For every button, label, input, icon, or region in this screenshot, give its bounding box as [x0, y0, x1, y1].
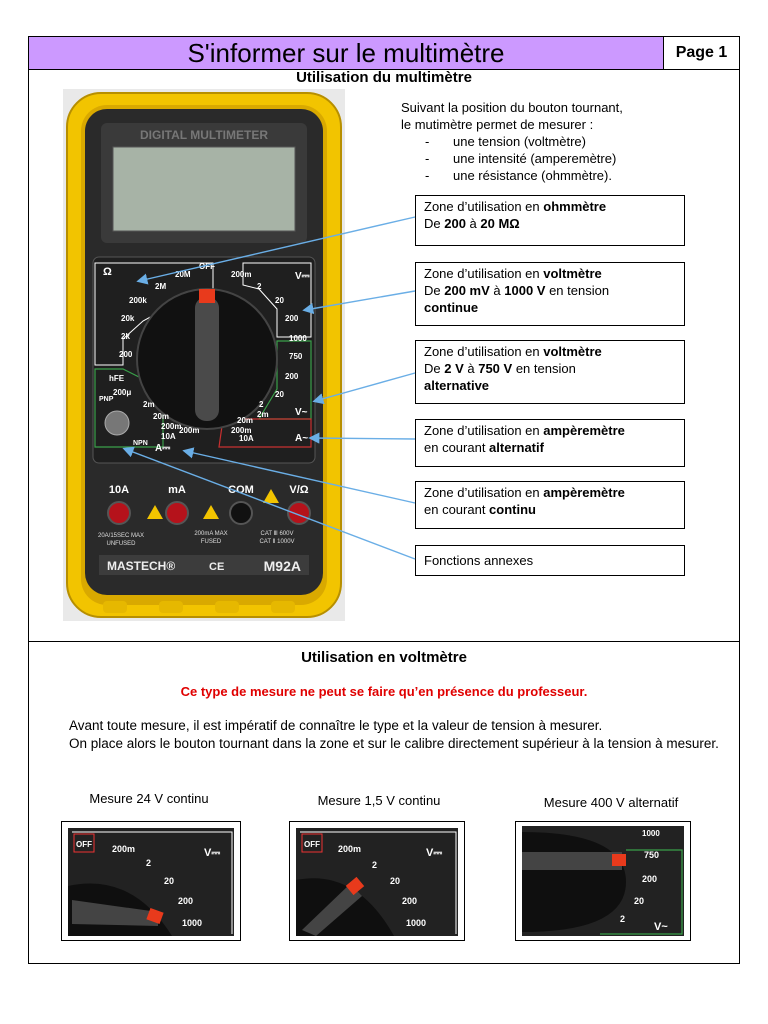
- vac-symbol: V~: [654, 921, 668, 933]
- terminal-com[interactable]: [230, 502, 252, 524]
- fuse-note: FUSED: [200, 539, 222, 545]
- range-label: 200k: [129, 296, 147, 305]
- section-divider: [29, 641, 739, 642]
- example-dial-1-5v-dc: [289, 821, 465, 941]
- brand-label: MASTECH®: [107, 559, 176, 573]
- range-label: 2k: [121, 332, 130, 341]
- zone-box-ammeter-dc: [415, 481, 685, 529]
- terminal-label-com: COM: [228, 484, 254, 496]
- range-label: 2: [257, 282, 262, 291]
- zone-box-ammeter-ac: [415, 419, 685, 467]
- fuse-note: UNFUSED: [106, 541, 136, 547]
- zone-mode: ohmmètre: [543, 199, 607, 214]
- range-label: 2: [146, 858, 152, 868]
- zone-box-ohmmeter: [415, 195, 685, 246]
- range-label: 1000: [182, 918, 203, 928]
- section-title-usage: Utilisation du multimètre: [296, 69, 472, 86]
- zone-value: 200: [444, 216, 466, 231]
- intro-text: [401, 99, 623, 184]
- zone-value: 20 MΩ: [480, 216, 520, 231]
- terminal-v-ohm[interactable]: [288, 502, 310, 524]
- hfe-socket[interactable]: [105, 411, 129, 435]
- range-label: 20M: [175, 270, 191, 279]
- terminal-label-v-ohm: V/Ω: [289, 484, 309, 496]
- display-brand-text: DIGITAL MULTIMETER: [140, 128, 268, 142]
- range-label: 20m: [237, 416, 254, 425]
- range-label: 20: [634, 896, 645, 906]
- paragraph: On place alors le bouton tournant dans la zone et sur le calibre directement supérieur à la tension à mesurer.: [69, 736, 719, 751]
- range-label: 20m: [153, 412, 170, 421]
- range-label: 200: [402, 896, 418, 906]
- zone-mode: voltmètre: [543, 344, 602, 359]
- page-title: S'informer sur le multimètre: [29, 37, 664, 69]
- measure-list: [401, 133, 623, 184]
- range-label: 2M: [155, 282, 167, 291]
- worksheet-frame: [28, 36, 740, 964]
- zone-text: en courant: [424, 502, 490, 517]
- fuse-note: 200mA MAX: [194, 531, 228, 537]
- section-title-voltmeter: Utilisation en voltmètre: [301, 649, 467, 666]
- range-label: 750: [289, 352, 303, 361]
- range-label: 200: [119, 350, 133, 359]
- zone-text: Fonctions annexes: [424, 553, 534, 568]
- zone-text: en courant: [424, 440, 490, 455]
- off-label: OFF: [199, 262, 215, 271]
- cat-rating: CAT Ⅲ 600V: [260, 531, 294, 537]
- fuse-note: 20A/15SEC MAX: [97, 533, 145, 539]
- vdc-symbol: V⎓: [426, 847, 443, 859]
- zone-text: Zone d’utilisation en: [424, 199, 544, 214]
- off-label: OFF: [76, 840, 92, 849]
- list-item: - une tension (voltmètre): [425, 133, 623, 150]
- terminal-ma[interactable]: [166, 502, 188, 524]
- example-dial-400v-ac: [515, 821, 691, 941]
- zone-type: alternatif: [489, 440, 544, 455]
- aac-symbol: A~: [295, 433, 309, 444]
- ce-mark: CE: [209, 561, 225, 573]
- range-label: 750: [644, 850, 660, 860]
- range-label: 2: [620, 914, 626, 924]
- vdc-symbol: V⎓: [295, 271, 310, 282]
- range-label: 200: [285, 372, 299, 381]
- zone-mode: voltmètre: [543, 266, 602, 281]
- dial-pointer: [612, 854, 626, 866]
- vdc-symbol: V⎓: [204, 847, 221, 859]
- example-caption: Mesure 1,5 V continu: [317, 793, 441, 808]
- zone-value: 750 V: [478, 361, 513, 376]
- range-label: 200m: [231, 426, 252, 435]
- terminal-10a[interactable]: [108, 502, 130, 524]
- zone-value: 1000 V: [504, 283, 546, 298]
- range-label: 200m: [112, 844, 136, 854]
- range-label: 20: [164, 876, 175, 886]
- zone-value: 200 mV: [444, 283, 490, 298]
- zone-text: Zone d’utilisation en: [424, 266, 544, 281]
- range-label: 200: [642, 874, 658, 884]
- dial-pointer: [199, 289, 215, 303]
- range-label: 1000: [406, 918, 427, 928]
- range-label: 200m: [338, 844, 362, 854]
- list-item: - une intensité (amperemètre): [425, 150, 623, 167]
- zone-text: Zone d’utilisation en: [424, 485, 544, 500]
- list-item: - une résistance (ohmmètre).: [425, 167, 623, 184]
- paragraph: Avant toute mesure, il est impératif de connaître le type et la valeur de tension à mesurer.: [69, 718, 603, 733]
- example-dial-24v-dc: [61, 821, 241, 941]
- range-label: 2m: [143, 400, 155, 409]
- range-label: 200m: [161, 422, 182, 431]
- range-label: 200m: [231, 270, 252, 279]
- range-label: 200m: [179, 426, 200, 435]
- range-label: 2m: [257, 410, 269, 419]
- zone-box-voltmeter-dc: [415, 262, 685, 326]
- example-caption: Mesure 400 V alternatif: [543, 795, 679, 810]
- terminal-label-10a: 10A: [108, 484, 130, 496]
- range-label: 10A: [239, 434, 254, 443]
- intro-line: le mutimètre permet de mesurer :: [401, 117, 594, 132]
- zone-mode: ampèremètre: [543, 485, 625, 500]
- zone-text: à: [489, 283, 505, 298]
- model-label: M92A: [263, 558, 301, 574]
- pnp-label: PNP: [99, 396, 114, 403]
- range-label: 10A: [161, 432, 176, 441]
- adc-symbol: A⎓: [155, 443, 171, 454]
- range-label: 20: [390, 876, 401, 886]
- range-label: 200: [285, 314, 299, 323]
- zone-box-voltmeter-ac: [415, 340, 685, 404]
- zone-box-annex-functions: [415, 545, 685, 576]
- zone-text: Zone d’utilisation en: [424, 423, 544, 438]
- zone-text: De: [424, 216, 445, 231]
- range-label: 20: [275, 296, 284, 305]
- zone-type: continu: [489, 502, 536, 517]
- terminal-label-ma: mA: [168, 484, 186, 496]
- header-row: [29, 37, 739, 70]
- range-label: 1000: [642, 829, 660, 838]
- page-number: Page 1: [675, 44, 728, 61]
- range-label: 2: [259, 400, 264, 409]
- cat-rating: CAT Ⅱ 1000V: [259, 539, 295, 545]
- zone-text: à: [465, 216, 481, 231]
- npn-label: NPN: [133, 440, 148, 447]
- range-label: 200: [178, 896, 194, 906]
- zone-text: De: [424, 283, 445, 298]
- ohm-symbol: Ω: [103, 266, 112, 278]
- zone-mode: ampèremètre: [543, 423, 625, 438]
- dial-knob[interactable]: [195, 297, 219, 421]
- range-label: 2: [372, 860, 378, 870]
- zone-text: en tension: [545, 283, 610, 298]
- zone-text: en tension: [512, 361, 576, 376]
- multimeter-photo: [63, 89, 345, 621]
- off-label: OFF: [304, 840, 320, 849]
- hfe-label: hFE: [109, 374, 125, 383]
- example-caption: Mesure 24 V continu: [89, 791, 209, 806]
- safety-warning: Ce type de mesure ne peut se faire qu’en présence du professeur.: [180, 684, 588, 699]
- zone-text: à: [463, 361, 479, 376]
- range-label: 1000: [289, 334, 307, 343]
- intro-line: Suivant la position du bouton tournant,: [401, 100, 623, 115]
- range-label: 200μ: [113, 388, 132, 397]
- range-label: 20k: [121, 314, 135, 323]
- vac-symbol: V~: [295, 407, 308, 418]
- zone-type: continue: [424, 300, 479, 315]
- dial-knob: [522, 852, 622, 870]
- range-label: 20: [275, 390, 284, 399]
- lcd-screen: [113, 147, 295, 231]
- zone-text: Zone d’utilisation en: [424, 344, 544, 359]
- zone-value: 2 V: [444, 361, 464, 376]
- zone-text: De: [424, 361, 445, 376]
- zone-type: alternative: [424, 378, 490, 393]
